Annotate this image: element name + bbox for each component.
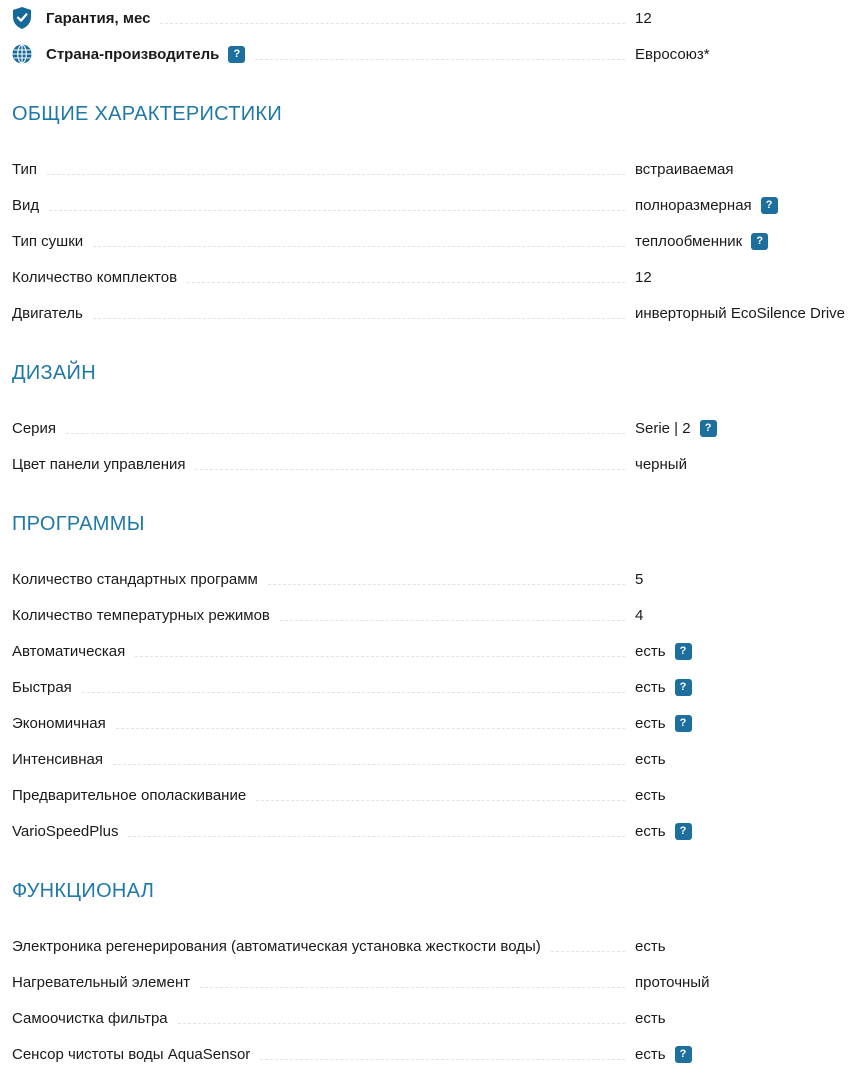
dotted-leader xyxy=(93,307,625,319)
spec-row xyxy=(0,259,861,295)
spec-row xyxy=(0,777,861,813)
spec-label: Быстрая xyxy=(12,678,72,696)
spec-row xyxy=(0,1000,861,1036)
spec-section xyxy=(0,361,861,482)
spec-value-text: 12 xyxy=(635,268,652,286)
dotted-leader xyxy=(135,645,625,657)
spec-value-text: есть xyxy=(635,678,666,696)
spec-label: Серия xyxy=(12,419,57,437)
spec-section xyxy=(0,879,861,1072)
spec-value xyxy=(635,46,861,63)
dotted-leader xyxy=(280,609,625,621)
spec-value xyxy=(635,823,861,840)
dotted-leader xyxy=(256,789,625,801)
dotted-leader xyxy=(160,12,625,24)
spec-label: Сенсор чистоты воды AquaSensor xyxy=(12,1045,251,1063)
spec-row xyxy=(0,669,861,705)
spec-value xyxy=(635,233,861,250)
spec-row xyxy=(0,187,861,223)
help-icon[interactable]: ? xyxy=(675,823,692,840)
spec-value-text: встраиваемая xyxy=(635,160,734,178)
spec-section xyxy=(0,102,861,331)
spec-label: Цвет панели управления xyxy=(12,455,186,473)
spec-value-text: 4 xyxy=(635,606,644,624)
spec-value xyxy=(635,751,861,768)
help-icon[interactable]: ? xyxy=(675,715,692,732)
dotted-leader xyxy=(551,940,625,952)
spec-value xyxy=(635,938,861,955)
spec-value xyxy=(635,10,861,27)
spec-row xyxy=(0,223,861,259)
spec-row xyxy=(0,36,861,72)
spec-label: Предварительное ополаскивание xyxy=(12,786,247,804)
shield-check-icon xyxy=(12,7,36,29)
section-title: ФУНКЦИОНАЛ xyxy=(12,880,155,902)
dotted-leader xyxy=(195,458,625,470)
help-icon[interactable]: ? xyxy=(675,679,692,696)
spec-row xyxy=(0,633,861,669)
spec-value xyxy=(635,679,861,696)
spec-value-text: есть xyxy=(635,1009,666,1027)
spec-value-text: есть xyxy=(635,714,666,732)
spec-label: Количество стандартных программ xyxy=(12,570,258,588)
spec-value xyxy=(635,269,861,286)
spec-value-text: есть xyxy=(635,750,666,768)
spec-label: Интенсивная xyxy=(12,750,103,768)
spec-row xyxy=(0,0,861,36)
spec-label: Тип xyxy=(12,160,38,178)
spec-value-text: Serie | 2 xyxy=(635,419,691,437)
spec-row xyxy=(0,561,861,597)
spec-sections xyxy=(0,102,861,1072)
spec-value-text: теплообменник xyxy=(635,232,743,250)
help-icon[interactable]: ? xyxy=(228,46,245,63)
spec-value xyxy=(635,715,861,732)
dotted-leader xyxy=(82,681,625,693)
spec-row xyxy=(0,928,861,964)
spec-label: Самоочистка фильтра xyxy=(12,1009,168,1027)
spec-label: Количество температурных режимов xyxy=(12,606,270,624)
top-spec-rows xyxy=(0,0,861,72)
dotted-leader xyxy=(47,163,625,175)
spec-row xyxy=(0,1036,861,1072)
dotted-leader xyxy=(178,1012,625,1024)
spec-value xyxy=(635,305,861,322)
dotted-leader xyxy=(255,48,625,60)
spec-value-text: есть xyxy=(635,786,666,804)
dotted-leader xyxy=(128,825,625,837)
spec-value xyxy=(635,456,861,473)
spec-value xyxy=(635,571,861,588)
spec-row xyxy=(0,597,861,633)
spec-value xyxy=(635,787,861,804)
dotted-leader xyxy=(116,717,625,729)
dotted-leader xyxy=(187,271,625,283)
spec-value xyxy=(635,643,861,660)
spec-label: Электроника регенерирования (автоматическая установка жесткости воды) xyxy=(12,937,541,955)
spec-value-text: 5 xyxy=(635,570,644,588)
spec-label: Двигатель xyxy=(12,304,83,322)
spec-value-text: 12 xyxy=(635,9,652,27)
spec-label: Экономичная xyxy=(12,714,106,732)
section-title: ДИЗАЙН xyxy=(12,362,96,384)
spec-value xyxy=(635,197,861,214)
spec-value-text: инверторный EcoSilence Drive xyxy=(635,304,846,322)
spec-label: Страна-производитель xyxy=(46,45,220,63)
spec-value xyxy=(635,1010,861,1027)
spec-label: Нагревательный элемент xyxy=(12,973,191,991)
spec-value-text: полноразмерная xyxy=(635,196,752,214)
dotted-leader xyxy=(268,573,625,585)
globe-icon xyxy=(12,44,36,64)
spec-value xyxy=(635,1046,861,1063)
spec-value xyxy=(635,974,861,991)
spec-value xyxy=(635,607,861,624)
spec-value xyxy=(635,420,861,437)
spec-row xyxy=(0,410,861,446)
dotted-leader xyxy=(93,235,625,247)
spec-row xyxy=(0,446,861,482)
spec-value-text: есть xyxy=(635,1045,666,1063)
section-rows xyxy=(0,561,861,849)
spec-value xyxy=(635,161,861,178)
help-icon[interactable]: ? xyxy=(700,420,717,437)
spec-value-text: черный xyxy=(635,455,687,473)
spec-value-text: Евросоюз* xyxy=(635,45,710,63)
spec-value-text: есть xyxy=(635,822,666,840)
spec-row xyxy=(0,964,861,1000)
help-icon[interactable]: ? xyxy=(675,643,692,660)
dotted-leader xyxy=(66,422,625,434)
spec-section xyxy=(0,512,861,849)
section-rows xyxy=(0,410,861,482)
dotted-leader xyxy=(200,976,625,988)
spec-row xyxy=(0,151,861,187)
section-rows xyxy=(0,151,861,331)
spec-row xyxy=(0,295,861,331)
spec-label: Количество комплектов xyxy=(12,268,178,286)
spec-label: Вид xyxy=(12,196,40,214)
spec-row xyxy=(0,705,861,741)
section-title: ОБЩИЕ ХАРАКТЕРИСТИКИ xyxy=(12,103,283,125)
spec-row xyxy=(0,741,861,777)
spec-value-text: проточный xyxy=(635,973,710,991)
help-icon[interactable]: ? xyxy=(675,1046,692,1063)
spec-label: Гарантия, мес xyxy=(46,9,151,27)
dotted-leader xyxy=(113,753,625,765)
dotted-leader xyxy=(49,199,625,211)
spec-value-text: есть xyxy=(635,642,666,660)
spec-label: VarioSpeedPlus xyxy=(12,822,119,840)
spec-row xyxy=(0,813,861,849)
section-rows xyxy=(0,928,861,1072)
spec-label: Автоматическая xyxy=(12,642,126,660)
help-icon[interactable]: ? xyxy=(761,197,778,214)
dotted-leader xyxy=(260,1048,625,1060)
spec-value-text: есть xyxy=(635,937,666,955)
help-icon[interactable]: ? xyxy=(751,233,768,250)
spec-label: Тип сушки xyxy=(12,232,84,250)
section-title: ПРОГРАММЫ xyxy=(12,513,145,535)
